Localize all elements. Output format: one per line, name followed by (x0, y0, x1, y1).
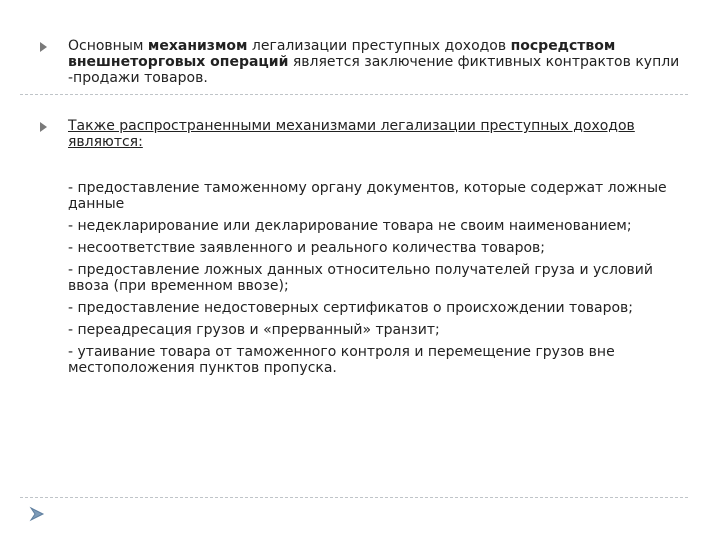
list-item: - переадресация грузов и «прерванный» транзит; (68, 322, 440, 338)
bullet1-bold-1: механизмом (147, 38, 248, 54)
list-item: - предоставление ложных данных относительно получателей груза и условий ввоза (при временном ввозе); (68, 262, 653, 294)
list-item: - несоответствие заявленного и реального количества товаров; (68, 240, 546, 256)
divider-1 (20, 94, 688, 95)
bullet1-text-2: легализации преступных доходов (247, 38, 511, 54)
divider-2 (20, 497, 688, 498)
next-slide-arrow-icon[interactable] (28, 505, 46, 523)
bullet-paragraph-1 (68, 38, 688, 86)
bullet1-text-3: является заключение фиктивных контрактов купли (288, 54, 680, 70)
list-item: - недекларирование или декларирование товара не своим наименованием; (68, 218, 632, 234)
mechanisms-list (68, 180, 688, 382)
bullet1-text-4: -продажи товаров. (68, 70, 208, 86)
bullet-triangle-icon (40, 122, 47, 132)
list-item: - предоставление недостоверных сертификатов о происхождении товаров; (68, 300, 634, 316)
bullet1-bold-2: посредством (510, 38, 616, 54)
bullet1-text-1: Основным (68, 38, 148, 54)
bullet1-bold-3: внешнеторговых операций (68, 54, 289, 70)
bullet-triangle-icon (40, 42, 47, 52)
list-item: - утаивание товара от таможенного контроля и перемещение грузов вне местоположения пунктов пропуска. (68, 344, 615, 376)
bullet2-text: Также распространенными механизмами легализации преступных доходов являются: (68, 118, 635, 150)
list-item: - предоставление таможенному органу документов, которые содержат ложные данные (68, 180, 667, 212)
bullet-paragraph-2 (68, 118, 668, 150)
